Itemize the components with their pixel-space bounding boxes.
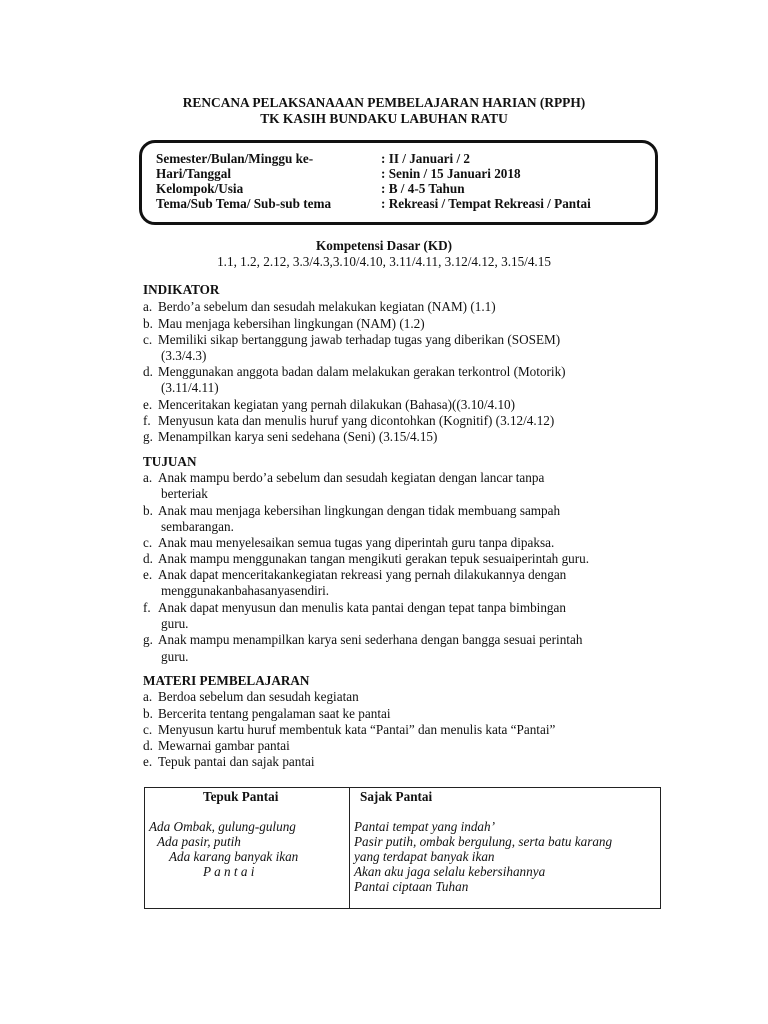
item-letter: e. bbox=[143, 567, 153, 582]
sajak-line: Pantai tempat yang indah’ bbox=[354, 819, 496, 834]
item-text: Anak mau menjaga kebersihan lingkungan dengan tidak membuang sampah bbox=[158, 503, 561, 518]
item-letter: f. bbox=[143, 413, 151, 428]
item-text: Bercerita tentang pengalaman saat ke pantai bbox=[158, 706, 391, 721]
school-name: TK KASIH BUNDAKU LABUHAN RATU bbox=[260, 111, 508, 126]
tepuk-pantai-title: Tepuk Pantai bbox=[203, 789, 279, 804]
sajak-line: Akan aku jaga selalu kebersihannya bbox=[354, 864, 546, 879]
item-letter: b. bbox=[143, 503, 153, 518]
table-divider bbox=[349, 788, 350, 908]
kd-list: 1.1, 1.2, 2.12, 3.3/4.3,3.10/4.10, 3.11/4.11, 3.12/4.12, 3.15/4.15 bbox=[217, 254, 551, 269]
item-letter: c. bbox=[143, 722, 153, 737]
info-value: : II / Januari / 2 bbox=[381, 151, 471, 166]
item-letter: b. bbox=[143, 706, 153, 721]
item-continuation: (3.3/4.3) bbox=[161, 348, 207, 363]
indikator-heading: INDIKATOR bbox=[143, 282, 220, 297]
info-label: Tema/Sub Tema/ Sub-sub tema bbox=[156, 196, 332, 211]
item-letter: e. bbox=[143, 754, 153, 769]
item-letter: a. bbox=[143, 470, 153, 485]
item-text: Menggunakan anggota badan dalam melakukan gerakan terkontrol (Motorik) bbox=[158, 364, 566, 379]
item-text: Mau menjaga kebersihan lingkungan (NAM) (1.2) bbox=[158, 316, 425, 331]
item-letter: a. bbox=[143, 299, 153, 314]
item-text: Menceritakan kegiatan yang pernah dilakukan (Bahasa)((3.10/4.10) bbox=[158, 397, 516, 412]
item-text: Anak mau menyelesaikan semua tugas yang diperintah guru tanpa dipaksa. bbox=[158, 535, 555, 550]
item-text: Anak mampu berdo’a sebelum dan sesudah kegiatan dengan lancar tanpa bbox=[158, 470, 545, 485]
tujuan-heading: TUJUAN bbox=[143, 454, 197, 469]
item-letter: c. bbox=[143, 332, 153, 347]
document-title: RENCANA PELAKSANAAAN PEMBELAJARAN HARIAN (RPPH) bbox=[182, 95, 586, 110]
info-value: : Senin / 15 Januari 2018 bbox=[381, 166, 521, 181]
item-letter: d. bbox=[143, 738, 153, 753]
sajak-line: Pantai ciptaan Tuhan bbox=[354, 879, 469, 894]
item-text: Tepuk pantai dan sajak pantai bbox=[158, 754, 315, 769]
kd-heading: Kompetensi Dasar (KD) bbox=[315, 238, 452, 253]
item-text: Memiliki sikap bertanggung jawab terhadap tugas yang diberikan (SOSEM) bbox=[158, 332, 561, 347]
item-letter: d. bbox=[143, 551, 153, 566]
item-letter: d. bbox=[143, 364, 153, 379]
item-text: Anak mampu menggunakan tangan mengikuti gerakan tepuk sesuaiperintah guru. bbox=[158, 551, 590, 566]
item-text: Berdoa sebelum dan sesudah kegiatan bbox=[158, 689, 359, 704]
item-text: Anak dapat menyusun dan menulis kata pantai dengan tepat tanpa bimbingan bbox=[158, 600, 566, 615]
item-text: Menyusun kata dan menulis huruf yang dicontohkan (Kognitif) (3.12/4.12) bbox=[158, 413, 555, 428]
item-text: Mewarnai gambar pantai bbox=[158, 738, 290, 753]
item-letter: b. bbox=[143, 316, 153, 331]
sajak-pantai-title: Sajak Pantai bbox=[360, 789, 433, 804]
poem-table bbox=[144, 787, 661, 909]
item-letter: g. bbox=[143, 429, 153, 444]
info-label: Semester/Bulan/Minggu ke- bbox=[156, 151, 314, 166]
sajak-line: yang terdapat banyak ikan bbox=[354, 849, 495, 864]
sajak-line: Pasir putih, ombak bergulung, serta batu karang bbox=[354, 834, 613, 849]
info-label: Hari/Tanggal bbox=[156, 166, 231, 181]
tepuk-line: Ada Ombak, gulung-gulung bbox=[149, 819, 296, 834]
materi-heading: MATERI PEMBELAJARAN bbox=[143, 673, 310, 688]
item-continuation: guru. bbox=[161, 649, 189, 664]
info-value: : Rekreasi / Tempat Rekreasi / Pantai bbox=[381, 196, 591, 211]
item-continuation: sembarangan. bbox=[161, 519, 234, 534]
item-continuation: guru. bbox=[161, 616, 189, 631]
item-text: Anak mampu menampilkan karya seni sederhana dengan bangga sesuai perintah bbox=[158, 632, 583, 647]
item-letter: a. bbox=[143, 689, 153, 704]
item-letter: f. bbox=[143, 600, 151, 615]
item-text: Anak dapat menceritakankegiatan rekreasi yang pernah dilakukannya dengan bbox=[158, 567, 567, 582]
item-continuation: berteriak bbox=[161, 486, 208, 501]
info-value: : B / 4-5 Tahun bbox=[381, 181, 465, 196]
tepuk-line: P a n t a i bbox=[203, 864, 255, 879]
tepuk-line: Ada karang banyak ikan bbox=[169, 849, 299, 864]
item-letter: e. bbox=[143, 397, 153, 412]
item-text: Menampilkan karya seni sedehana (Seni) (3.15/4.15) bbox=[158, 429, 438, 444]
item-continuation: (3.11/4.11) bbox=[161, 380, 219, 395]
tepuk-line: Ada pasir, putih bbox=[157, 834, 241, 849]
item-text: Menyusun kartu huruf membentuk kata “Pantai” dan menulis kata “Pantai” bbox=[158, 722, 556, 737]
item-letter: g. bbox=[143, 632, 153, 647]
item-continuation: menggunakanbahasanyasendiri. bbox=[161, 583, 330, 598]
info-box bbox=[139, 140, 658, 225]
item-letter: c. bbox=[143, 535, 153, 550]
item-text: Berdo’a sebelum dan sesudah melakukan kegiatan (NAM) (1.1) bbox=[158, 299, 496, 314]
info-label: Kelompok/Usia bbox=[156, 181, 244, 196]
